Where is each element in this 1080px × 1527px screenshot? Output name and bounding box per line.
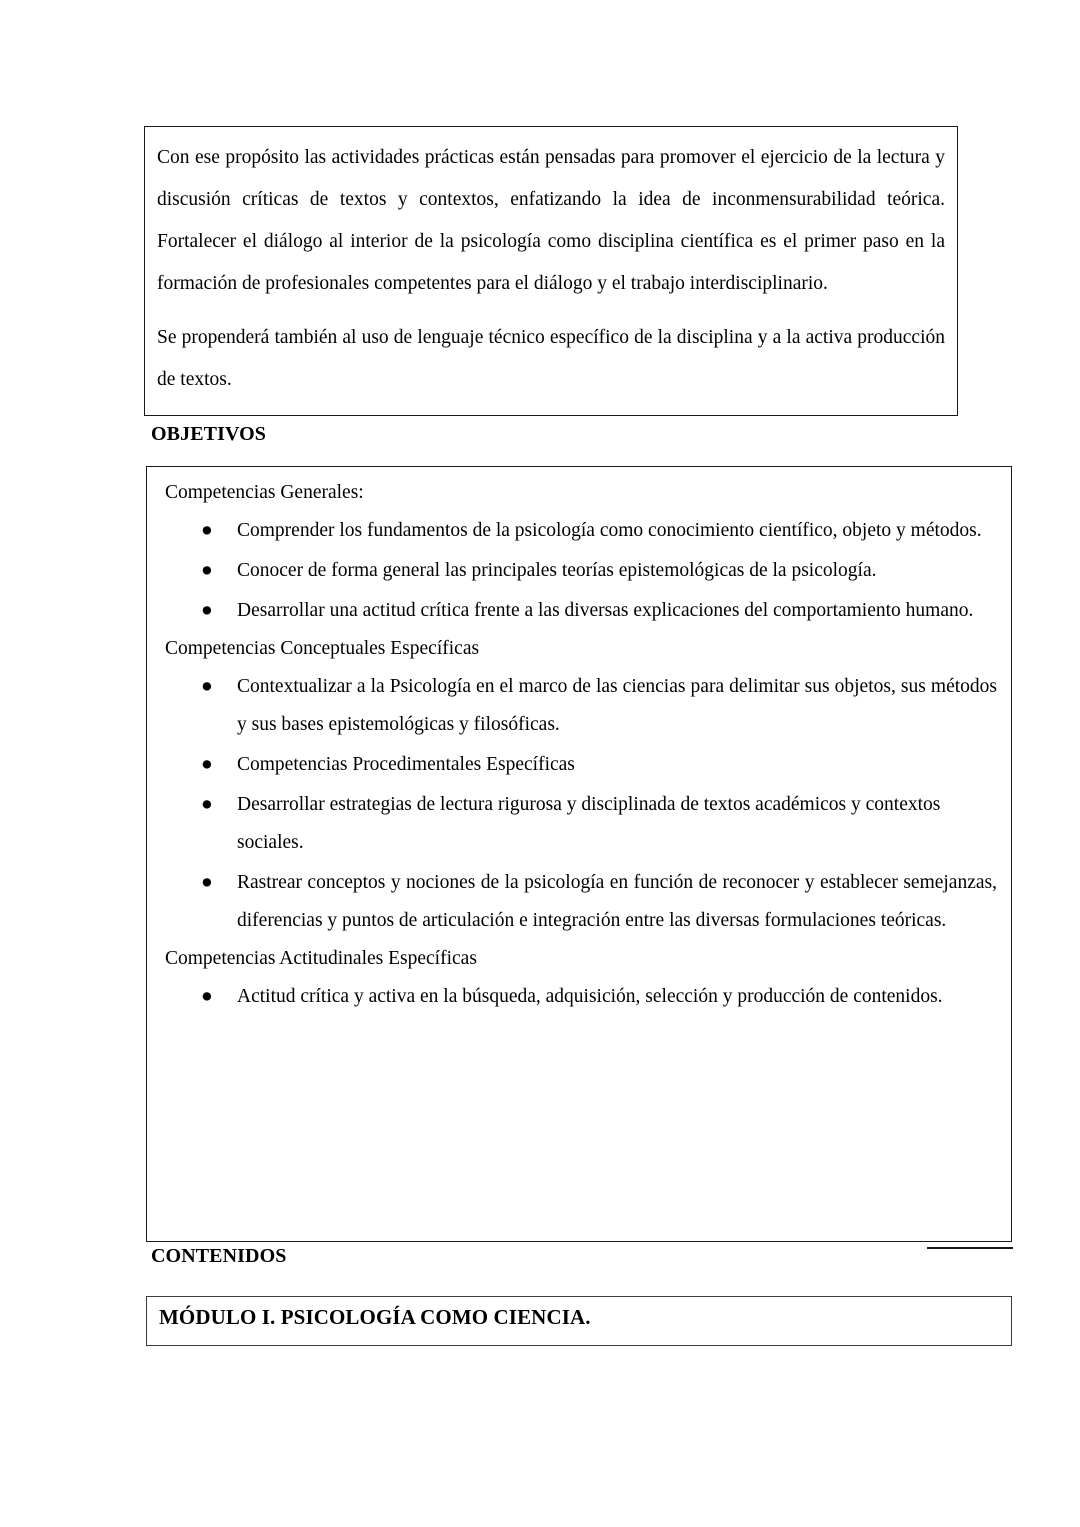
list-item-text: Conocer de forma general las principales teorías epistemológicas de la psicología.: [237, 560, 877, 581]
list-item: [157, 552, 1001, 590]
objetivos-box: [146, 466, 1012, 1242]
list-item-text: Desarrollar estrategias de lectura rigurosa y disciplinada de textos académicos y contextos sociales.: [237, 794, 941, 853]
list-item-text: Contextualizar a la Psicología en el marco de las ciencias para delimitar sus objetos, sus métodos y sus bases epistemológicas y filosóficas.: [237, 676, 997, 735]
bullet-icon: ●: [201, 600, 213, 621]
bullet-icon: ●: [201, 872, 213, 893]
bullet-icon: ●: [201, 986, 213, 1007]
list-item: [157, 786, 1001, 862]
list-item-text: Desarrollar una actitud crítica frente a las diversas explicaciones del comportamiento humano.: [237, 600, 974, 621]
list-item-text: Competencias Procedimentales Específicas: [237, 754, 575, 775]
bullet-icon: ●: [201, 676, 213, 697]
intro-text-box: [144, 126, 958, 416]
bullet-list-generales: [157, 512, 1001, 630]
group-title-actitudinales: Competencias Actitudinales Específicas: [165, 948, 477, 969]
bullet-list-actitudinales: [157, 978, 1001, 1016]
group-title-conceptuales: Competencias Conceptuales Específicas: [165, 638, 480, 659]
list-item: [157, 746, 1001, 784]
bullet-list-conceptuales: [157, 668, 1001, 940]
list-item: [157, 978, 1001, 1016]
list-item-text: Rastrear conceptos y nociones de la psicología en función de reconocer y establecer semejanzas, diferencias y puntos de articulación e integración entre las diversas formulaciones teóricas.: [237, 872, 997, 931]
list-item: [157, 668, 1001, 744]
list-item: [157, 592, 1001, 630]
bullet-icon: ●: [201, 520, 213, 541]
list-item: [157, 512, 1001, 550]
border-step-artifact: [927, 1247, 1013, 1249]
modulo-box: [146, 1296, 1012, 1346]
bullet-icon: ●: [201, 560, 213, 581]
section-heading-objetivos: OBJETIVOS: [151, 423, 266, 445]
intro-paragraph-2: Se propenderá también al uso de lenguaje técnico específico de la disciplina y a la activa producción de textos.: [157, 327, 945, 390]
modulo-title: MÓDULO I. PSICOLOGÍA COMO CIENCIA.: [159, 1305, 591, 1329]
section-heading-contenidos: CONTENIDOS: [151, 1245, 287, 1267]
list-item-text: Comprender los fundamentos de la psicología como conocimiento científico, objeto y métodos.: [237, 520, 982, 541]
list-item-text: Actitud crítica y activa en la búsqueda, adquisición, selección y producción de contenidos.: [237, 986, 943, 1007]
intro-paragraph-1: Con ese propósito las actividades prácticas están pensadas para promover el ejercicio de la lectura y discusión críticas de textos y contextos, enfatizando la idea de inconmensurabilidad teórica. Fortalecer el diálogo al interior de la psicología como disciplina científica es el primer paso en la formación de profesionales competentes para el diálogo y el trabajo interdisciplinario.: [157, 147, 945, 294]
bullet-icon: ●: [201, 754, 213, 775]
group-title-generales: Competencias Generales:: [165, 482, 364, 503]
bullet-icon: ●: [201, 794, 213, 815]
list-item: [157, 864, 1001, 940]
